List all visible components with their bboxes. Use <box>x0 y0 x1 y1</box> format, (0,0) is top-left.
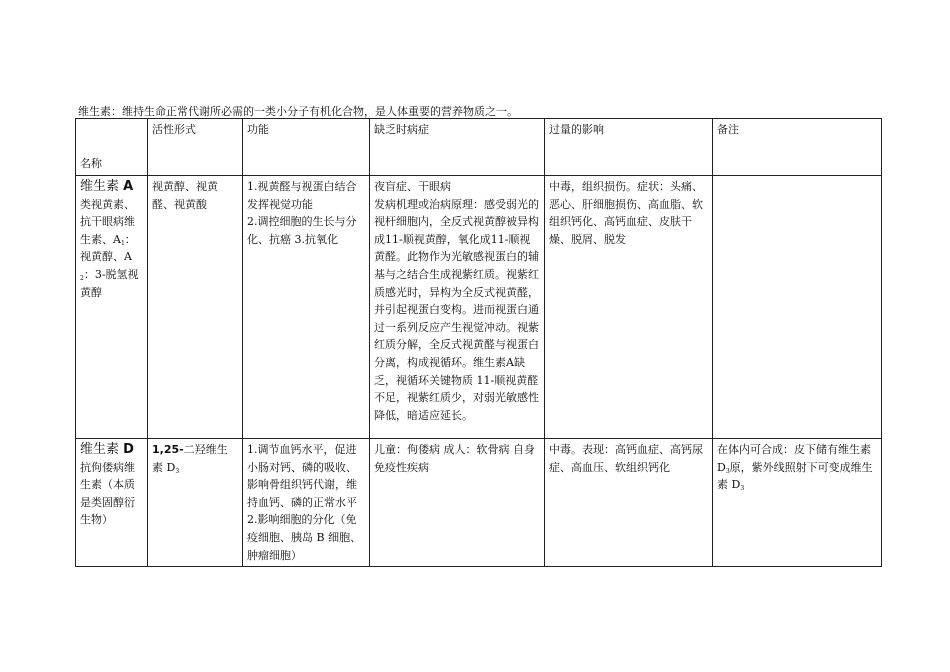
header-name: 名称 <box>76 119 148 176</box>
header-notes: 备注 <box>713 119 882 176</box>
vitamin-a-active-form: 视黄醇、视黄醛、视黄酸 <box>148 176 243 439</box>
vitamin-d-deficiency: 儿童：佝偻病 成人：软骨病 自身免疫性疾病 <box>370 439 545 567</box>
header-row <box>76 119 882 176</box>
vitamin-a-deficiency-mechanism: 发病机理或治病原理：感受弱光的视杆细胞内，全反式视黄醇被异构成11-顺视黄醇，氧化成11-顺视黄醛。此物作为光敏感视蛋白的辅基与之结合生成视紫红质。视紫红质感光时，异构为全反式视黄醛，并引起视蛋白变构。进而视蛋白通过一系列反应产生视觉冲动。视紫红质分解，全反式视黄醛与视蛋白分离，构成视循环。维生素A缺乏，视循环关键物质 11-顺视黄醛不足，视紫红质少，对弱光敏感性降低，暗适应延长。 <box>374 197 539 422</box>
header-excess: 过量的影响 <box>545 119 713 176</box>
vitamin-a-function-1: 1.视黄醛与视蛋白结合发挥视觉功能 <box>247 180 357 211</box>
intro-text: 维生素：维持生命正常代谢所必需的一类小分子有机化合物，是人体重要的营养物质之一。 <box>78 105 518 118</box>
vitamin-a-function-2: 2.调控细胞的生长与分化、抗癌 3.抗氧化 <box>247 215 357 246</box>
vitamin-a-description: 类视黄素、抗干眼病维生素、$A_1$：视黄醇、$A_2$：3-脱氢视黄醇 <box>80 197 139 299</box>
vitamin-a-notes <box>713 176 882 439</box>
vitamin-d-active-form: 1,25-二羟维生素 $D_3$ <box>148 439 243 567</box>
vitamin-a-deficiency-diseases: 夜盲症、干眼病 <box>374 180 451 193</box>
vitamin-d-function-1: 1.调节血钙水平，促进小肠对钙、磷的吸收、影响骨组织钙代谢，维持血钙、磷的正常水平 <box>247 443 357 509</box>
vitamin-table <box>75 118 882 567</box>
vitamin-d-excess: 中毒。表现：高钙血症、高钙尿症、高血压、软组织钙化 <box>545 439 713 567</box>
table-row-vitamin-a <box>76 176 882 439</box>
header-function: 功能 <box>243 119 370 176</box>
vitamin-d-notes: 在体内可合成：皮下储有维生素 $D_3$原，紫外线照射下可变成维生素 $D_3$ <box>713 439 882 567</box>
vitamin-a-excess: 中毒，组织损伤。症状：头痛、恶心、肝细胞损伤、高血脂、软组织钙化、高钙血症、皮肤干燥、脱屑、脱发 <box>545 176 713 439</box>
header-deficiency: 缺乏时病症 <box>370 119 545 176</box>
vitamin-a-name-cell <box>76 176 148 439</box>
vitamin-a-function <box>243 176 370 439</box>
vitamin-a-deficiency <box>370 176 545 439</box>
vitamin-d-function-2: 2.影响细胞的分化（免疫细胞、胰岛 B 细胞、肿瘤细胞） <box>247 513 362 562</box>
vitamin-d-title: 维生素 D <box>80 442 134 457</box>
vitamin-d-description: 抗佝偻病维生素（本质是类固醇衍生物） <box>80 460 135 527</box>
vitamin-d-function <box>243 439 370 567</box>
vitamin-a-title: 维生素 A <box>80 179 134 194</box>
vitamin-d-name-cell <box>76 439 148 567</box>
header-active-form: 活性形式 <box>148 119 243 176</box>
table-row-vitamin-d <box>76 439 882 567</box>
